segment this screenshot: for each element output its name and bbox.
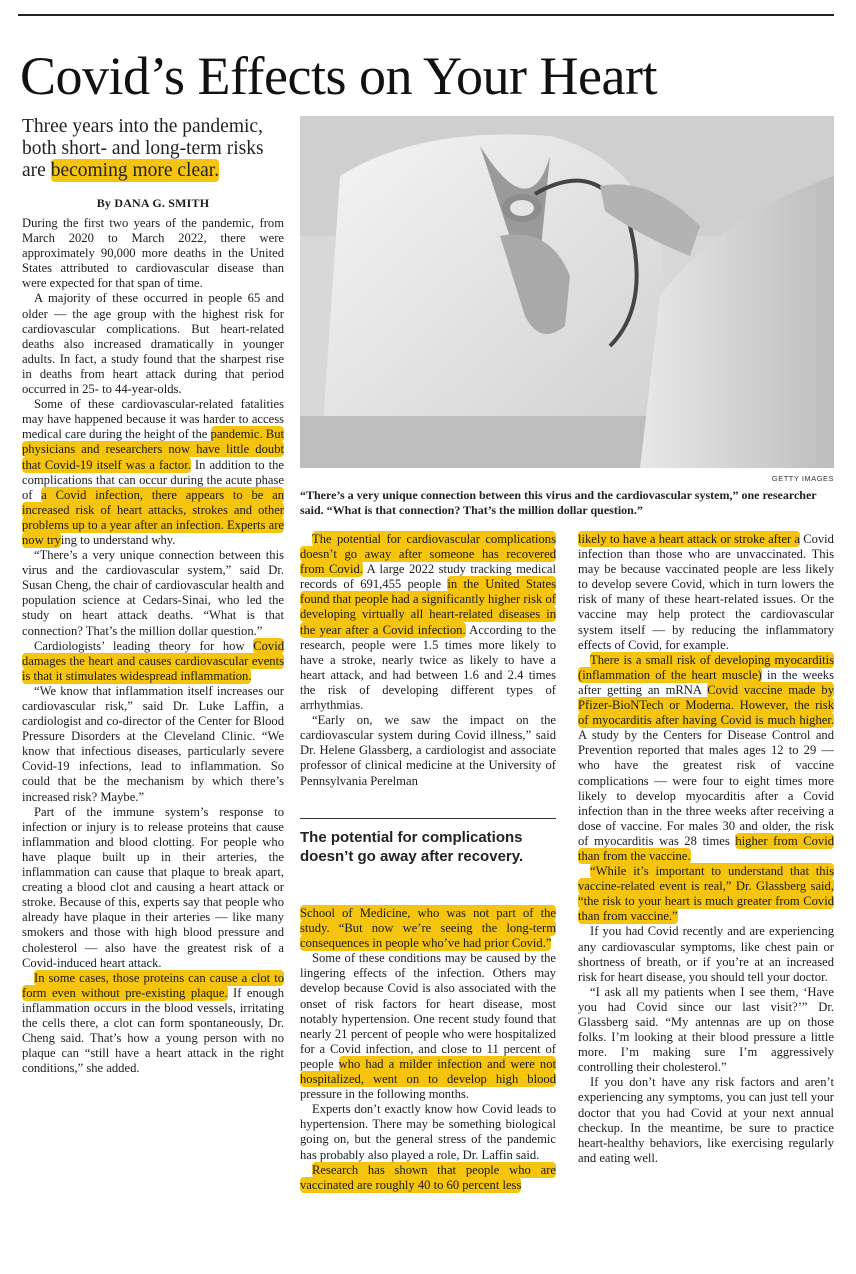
deck-text: Three years into the pandemic, both short- and long-term risks are (22, 116, 264, 181)
highlighted-text: Covid damages the heart and causes cardiovascular events is that it stimulates widespread inflammation. (22, 638, 284, 683)
top-rule (18, 14, 834, 16)
paragraph-text: Cardiologists’ leading theory for how (34, 638, 254, 653)
body-column-3 (578, 532, 834, 1166)
paragraph: During the first two years of the pandemic, from March 2020 to March 2022, there were approximately 90,000 more deaths in the United States attributed to cardiovascular disease than were expected for that span of time. (22, 216, 284, 291)
paragraph (22, 397, 284, 548)
paragraph (578, 653, 834, 864)
paragraph (300, 532, 556, 713)
paragraph: “We know that inflammation itself increases our cardiovascular risk,” said Dr. Luke Laffin, a cardiologist and co-director of the Center for Blood Pressure Disorders at the Cleveland Clinic. “We know that infectious diseases, particularly severe Covid-19 infections, lead to inflammation. So could that be the mechanism by which there’s increased risk? Maybe.” (22, 683, 284, 804)
paragraph: “There’s a very unique connection between this virus and the cardiovascular system,” said Dr. Susan Cheng, the chair of cardiovascular health and population science at Cedars-Sinai, who led the study on heart attack deaths. “What is that connection? That’s the million dollar question.” (22, 548, 284, 638)
paragraph: “I ask all my patients when I see them, ‘Have you had Covid since our last visit?’” Dr. Glassberg said. “My antennas are up on those folks. I’m looking at their blood pressure a little more. I’m making sure I’m aggressively controlling their cholesterol.” (578, 984, 834, 1075)
highlighted-text: likely to have a heart attack or stroke after a (578, 532, 800, 546)
deck-highlight: becoming more clear. (50, 160, 220, 181)
photo-illustration (300, 116, 834, 468)
highlighted-text: Research has shown that people who are vaccinated are roughly 40 to 60 percent less (300, 1162, 556, 1192)
highlighted-text: The potential for cardiovascular complications doesn’t go away after someone has recovered from Covid. (300, 532, 556, 577)
paragraph-text: Some of these conditions may be caused by the lingering effects of the infection. Others may develop because Covid is also associated with the onset of risk factors for heart disease, most notably hypertension. One recent study found that nearly 21 percent of people who were hospitalized for a Covid infection, and close to 11 percent of people (300, 951, 556, 1071)
paragraph-text: pressure in the following months. (300, 1087, 469, 1102)
paragraph (300, 906, 556, 951)
paragraph-text: ing to understand why. (60, 532, 176, 547)
photo-caption: “There’s a very unique connection between this virus and the cardiovascular system,” one researcher said. “What is that connection? That’s the million dollar question.” (300, 488, 817, 517)
paragraph: “Early on, we saw the impact on the cardiovascular system during Covid illness,” said Dr. Helene Glassberg, a cardiologist and associate professor of clinical medicine at the University of Pennsylvania Perelman (300, 713, 556, 788)
paragraph-text: A large 2022 study tracking medical records of 691,455 people (300, 562, 556, 592)
highlighted-text: There is a small risk of developing myocarditis (inflammation of the heart muscle) (578, 652, 834, 682)
pull-quote-rule (300, 818, 556, 819)
deck (22, 116, 284, 182)
paragraph-text: in the weeks after getting an mRNA (578, 667, 834, 697)
body-column-1 (22, 216, 284, 1076)
highlighted-text: “While it’s important to understand that this vaccine-related event is real,” Dr. Glassberg said, “the risk to your heart is much greater from Covid than from vaccine.” (578, 864, 834, 924)
highlighted-text: a Covid infection, there appears to be an increased risk of heart attacks, strokes and other problems up to a year after an infection. Experts are now try (22, 487, 284, 547)
paragraph-text: In addition to the complications that can occur during the acute phase of (22, 457, 284, 502)
body-column-2-top (300, 532, 556, 789)
highlighted-text: in the United States found that people had a significantly higher risk of developing virtually all heart-related diseases in the year after a Covid infection. (300, 577, 556, 637)
paragraph-text: A study by the Centers for Disease Control and Prevention reported that males ages 12 to 29 — who have the greatest risk of vaccine complications — were four to eight times more likely to develop myocarditis after a Covid infection than in the three weeks after receiving a dose of vaccine. For males 30 and older, the risk of myocarditis was 28 times (578, 728, 834, 848)
paragraph (578, 532, 834, 653)
paragraph (578, 864, 834, 924)
stethoscope-photo (300, 116, 834, 468)
paragraph-text: According to the research, people were 1.5 times more likely to have a stroke, nearly twice as likely to have a heart attack, and had between 1.6 and 2.4 times the risk of developing different types of arrhythmias. (300, 622, 556, 713)
paragraph-text: Some of these cardiovascular-related fatalities may have happened because it was harder to access medical care during the height of the (22, 397, 284, 442)
highlighted-text: higher from Covid than from the vaccine. (578, 833, 834, 863)
highlighted-text: who had a milder infection and were not hospitalized, went on to develop high blood (300, 1056, 557, 1087)
highlighted-text: School of Medicine, who was not part of the study. “But now we’re seeing the long-term consequences in people who’ve had prior Covid.” (300, 906, 556, 951)
body-column-2-bottom (300, 906, 556, 1193)
highlighted-text: Covid vaccine made by Pfizer-BioNTech or Moderna. However, the risk of myocarditis after having Covid is much higher. (578, 682, 834, 728)
paragraph: Experts don’t exactly know how Covid leads to hypertension. There may be something biological going on, but the general stress of the pandemic has probably also played a role, Dr. Laffin said. (300, 1102, 556, 1162)
paragraph (300, 1163, 556, 1193)
paragraph (300, 951, 556, 1102)
paragraph: Part of the immune system’s response to infection or injury is to release proteins that cause inflammation and blood clotting. For people who have plaque built up in their arteries, the inflammation can cause that plaque to break apart, creating a blood clot and causing a heart attack or stroke. Because of this, experts say that people who already have plaque in their arteries — like many smokers and those with high blood pressure and cholesterol — also have the greatest risk of a Covid-induced heart attack. (22, 804, 284, 970)
pull-quote: The potential for complications doesn’t go away after recovery. (300, 829, 524, 865)
headline: Covid’s Effects on Your Heart (20, 46, 657, 106)
paragraph: If you don’t have any risk factors and aren’t experiencing any symptoms, you can just tell your doctor that you had Covid at your next annual checkup. In the meantime, be sure to practice heart-healthy behaviors, like exercising regularly and eating well. (578, 1075, 834, 1165)
highlighted-text: In some cases, those proteins can cause a clot to form even without pre-existing plaque. (22, 970, 284, 1000)
paragraph (22, 971, 284, 1077)
photo-credit: GETTY IMAGES (771, 474, 834, 483)
paragraph (22, 639, 284, 684)
highlighted-text: pandemic. But physicians and researchers now have little doubt that Covid-19 itself was a factor. (22, 427, 285, 472)
paragraph-text: If enough inflammation occurs in the blood vessels, irritating the cells there, a clot can form spontaneously, Dr. Cheng said. That’s how a young person with no plaque can “still have a heart attack in the right conditions,” she added. (22, 985, 284, 1076)
byline: By DANA G. SMITH (96, 196, 210, 210)
paragraph: If you had Covid recently and are experiencing any cardiovascular symptoms, like chest pain or shortness of breath, or if you’re at an increased risk for heart disease, you should tell your doctor. (578, 924, 834, 984)
paragraph-text: Covid infection than those who are unvaccinated. This may be because vaccinated people are less likely to develop severe Covid, which in turn lowers the risk of many of these heart-related issues. Or the vaccine may help protect the cardiovascular system itself — by reducing the inflammatory effects of Covid, for example. (578, 532, 834, 652)
paragraph: A majority of these occurred in people 65 and older — the age group with the highest risk for cardiovascular complications. But heart-related deaths also increased dramatically in younger adults. In fact, a study found that the sharpest rise in deaths from heart attack during that period occurred in 25- to 44-year-olds. (22, 291, 284, 397)
